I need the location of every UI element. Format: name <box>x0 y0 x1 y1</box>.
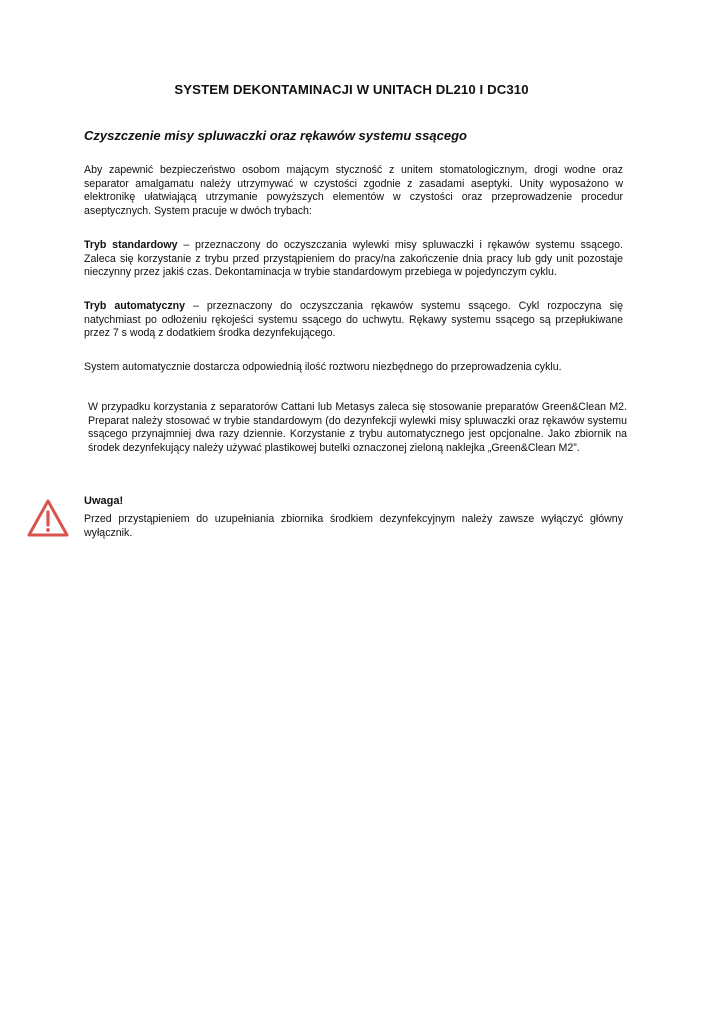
automatic-mode-label: Tryb automatyczny <box>84 300 186 312</box>
intro-paragraph: Aby zapewnić bezpieczeństwo osobom mającym styczność z unitem stomatologicznym, drogi wodne oraz separator amalgamatu należy utrzymywać w czystości zgodnie z zasadami aseptyki. Unity wyposażono w elektronikę ułatwiającą utrzymanie powyższych elementów w czystości oraz przeprowadzenie procedur aseptycznych. System pracuje w dwóch trybach: <box>84 164 623 217</box>
warning-text: Przed przystąpieniem do uzupełniania zbiornika środkiem dezynfekcyjnym należy zawsze wyłączyć główny wyłącznik. <box>84 513 623 539</box>
standard-mode-label: Tryb standardowy <box>84 239 178 251</box>
automatic-mode-paragraph <box>84 300 623 341</box>
separator-note-paragraph: W przypadku korzystania z separatorów Cattani lub Metasys zaleca się stosowanie preparatów Green&Clean M2. Preparat należy stosować w trybie standardowym (do dezynfekcji wylewki misy spluwaczki oraz rękawów systemu ssącego przynajmniej dwa razy dziennie. Korzystanie z trybu automatycznego jest opcjonalne. Jako zbiornik na środek dezynfekujący należy używać plastikowej butelki oznaczonej zieloną naklejka „Green&Clean M2”. <box>88 401 627 454</box>
section-subtitle: Czyszczenie misy spluwaczki oraz rękawów systemu ssącego <box>84 128 467 143</box>
standard-mode-paragraph <box>84 239 623 280</box>
warning-title: Uwaga! <box>84 495 124 507</box>
automatic-mode-text: – przeznaczony do oczyszczania rękawów systemu ssącego. Cykl rozpoczyna się natychmiast po odłożeniu rękojeści systemu ssącego do uchwytu. Rękawy systemu ssącego są przepłukiwane przez 7 s wodą z dodatkiem środka dezynfekującego. <box>84 300 623 340</box>
supply-paragraph: System automatycznie dostarcza odpowiednią ilość roztworu niezbędnego do przeprowadzenia cyklu. <box>84 361 562 373</box>
warning-triangle-icon <box>26 498 70 539</box>
document-title: SYSTEM DEKONTAMINACJI W UNITACH DL210 I DC310 <box>174 82 529 97</box>
standard-mode-text: – przeznaczony do oczyszczania wylewki misy spluwaczki i rękawów systemu ssącego. Zaleca się korzystanie z trybu przed przystąpieniem do pracy/na zakończenie dnia pracy lub gdy unit pozostaje nieczynny przez jakiś czas. Dekontaminacja w trybie standardowym przebiega w pojedynczym cyklu. <box>84 239 623 279</box>
